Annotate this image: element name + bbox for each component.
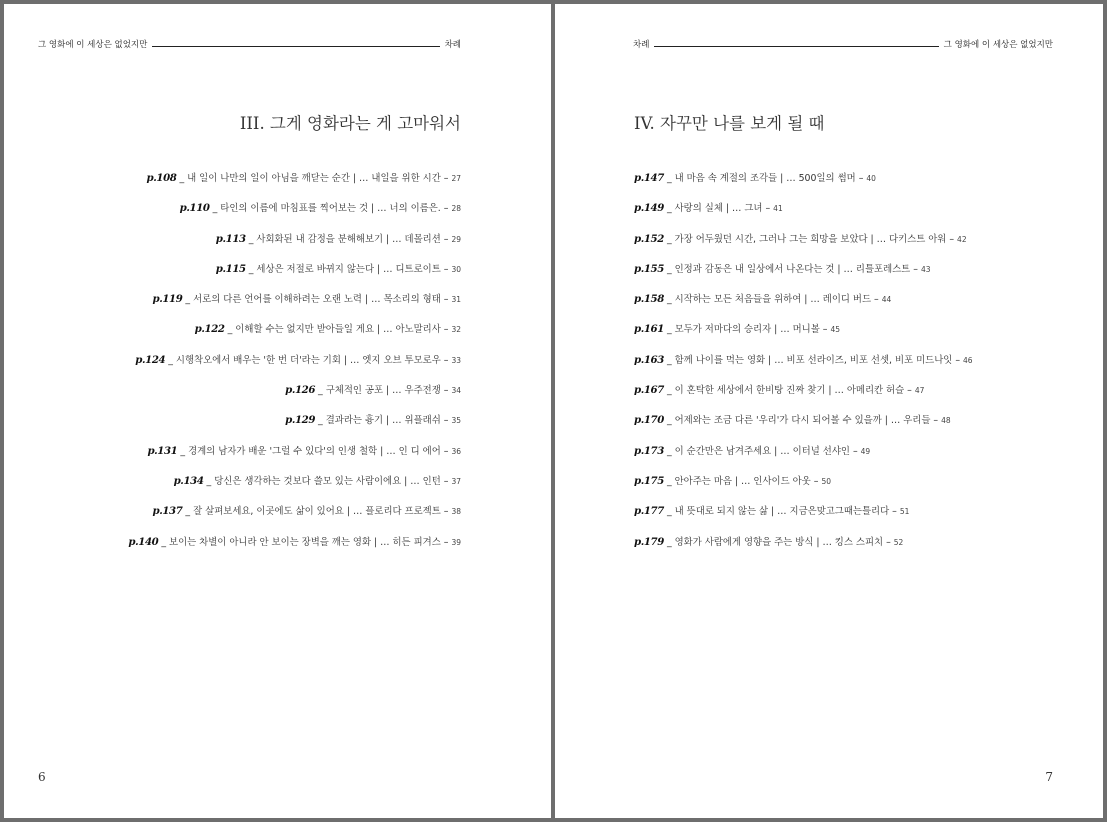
- toc-page-ref: p.129: [285, 414, 316, 427]
- toc-entry: [634, 470, 973, 500]
- toc-page-ref: p.170: [634, 414, 664, 427]
- toc-entry-number: 28: [451, 204, 461, 214]
- page-number: 6: [38, 770, 46, 784]
- toc-entry-text: 영화가 사람에게 영향을 주는 방식 | … 킹스 스피치: [674, 536, 884, 548]
- toc-separator: _: [666, 536, 672, 548]
- toc-entry-number: 33: [451, 355, 461, 365]
- toc-dash: –: [443, 445, 449, 457]
- toc-entry-text: 내 일이 나만의 일이 아님을 깨닫는 순간 | … 내일을 위한 시간: [187, 173, 441, 184]
- page-number: 7: [1045, 770, 1053, 784]
- toc-separator: _: [179, 173, 185, 184]
- toc-entry-number: 41: [773, 204, 783, 214]
- toc-separator: _: [666, 173, 672, 184]
- toc-entry: [128, 440, 461, 470]
- toc-dash: –: [892, 506, 897, 518]
- toc-entry-number: 40: [866, 174, 876, 183]
- toc-separator: _: [666, 506, 672, 518]
- toc-entry-number: 31: [451, 295, 461, 305]
- toc-separator: _: [666, 294, 672, 306]
- toc-entry-number: 47: [914, 386, 925, 396]
- toc-entry-number: 44: [881, 295, 892, 305]
- toc-separator: _: [666, 324, 672, 336]
- toc-entry-number: 37: [451, 476, 461, 486]
- toc-entry-text: 구체적인 공포 | … 우주전쟁: [325, 385, 441, 397]
- toc-separator: _: [248, 263, 254, 275]
- toc-dash: –: [907, 385, 912, 397]
- toc-page-ref: p.177: [634, 505, 664, 518]
- toc-entry-number: 38: [451, 507, 461, 517]
- toc-entry: [128, 349, 461, 379]
- toc-entry-text: 이 혼탁한 세상에서 한비탕 진짜 찾기 | … 아메리칸 허슬: [674, 385, 905, 397]
- toc-entry-text: 서로의 다른 언어를 이해하려는 오랜 노력 | … 목소리의 형태: [193, 294, 441, 306]
- toc-page-ref: p.179: [634, 535, 664, 548]
- toc-entry-number: 27: [451, 174, 461, 183]
- toc-dash: –: [443, 294, 449, 306]
- toc-page-ref: p.163: [634, 353, 664, 366]
- toc-entry-text: 함께 나이를 먹는 영화 | … 비포 선라이즈, 비포 선셋, 비포 미드나잇: [674, 354, 953, 366]
- toc-entry: [634, 379, 973, 409]
- toc-page-ref: p.131: [147, 444, 178, 457]
- running-head: [633, 34, 1053, 50]
- toc-entry-text: 결과라는 흉기 | … 위플래쉬: [325, 415, 441, 427]
- toc-entry-text: 내 마음 속 계절의 조각들 | … 500일의 썸머: [674, 173, 856, 184]
- toc-separator: _: [666, 415, 672, 427]
- toc-entry-number: 45: [830, 325, 841, 335]
- toc-dash: –: [852, 445, 858, 457]
- toc-dash: –: [822, 324, 828, 336]
- toc-dash: –: [913, 263, 918, 275]
- toc-page-ref: p.122: [194, 323, 225, 336]
- toc-entry: [634, 440, 973, 470]
- toc-page-ref: p.126: [285, 384, 316, 397]
- toc-entry-number: 34: [451, 386, 461, 396]
- toc-entry: [634, 409, 973, 439]
- toc-page-ref: p.161: [634, 323, 664, 336]
- toc-dash: –: [443, 173, 449, 184]
- toc-separator: _: [666, 475, 672, 487]
- toc-separator: _: [161, 536, 167, 548]
- toc-entry-text: 보이는 차별이 아니라 안 보이는 장벽을 깨는 영화 | … 히든 피겨스: [169, 536, 441, 548]
- toc-entry-text: 가장 어두웠던 시간, 그러나 그는 희망을 보았다 | … 다키스트 아워: [674, 233, 947, 245]
- toc-entry-number: 32: [451, 325, 461, 335]
- running-head: [38, 34, 461, 50]
- toc-entry-number: 46: [963, 355, 973, 365]
- toc-entry-text: 안아주는 마음 | … 인사이드 아웃: [674, 475, 811, 487]
- toc-page-ref: p.113: [215, 232, 246, 245]
- toc-page-ref: p.175: [634, 474, 664, 487]
- toc-entry-text: 시행착오에서 배우는 '한 번 더'라는 기회 | … 엣지 오브 투모로우: [175, 354, 441, 366]
- toc-separator: _: [666, 233, 672, 245]
- toc-entry-number: 52: [893, 537, 904, 547]
- toc-entry-text: 타인의 이름에 마침표를 찍어보는 것 | … 너의 이름은.: [220, 203, 441, 215]
- toc-page-ref: p.155: [634, 262, 664, 275]
- toc-entry-number: 51: [899, 507, 910, 517]
- toc-page-ref: p.115: [215, 262, 246, 275]
- toc-separator: _: [185, 294, 191, 306]
- running-head-section: 차례: [444, 40, 461, 50]
- toc-entry-text: 사회화된 내 감정을 분해해보기 | … 데몰리션: [256, 233, 441, 245]
- toc-dash: –: [949, 233, 955, 245]
- toc-dash: –: [813, 475, 819, 487]
- toc-entry: [128, 318, 461, 348]
- toc-entry: [128, 197, 461, 227]
- toc-entry: [128, 167, 461, 197]
- toc-dash: –: [858, 173, 864, 184]
- toc-separator: _: [227, 324, 233, 336]
- toc-entry-number: 48: [941, 416, 951, 426]
- toc-list: [634, 167, 973, 561]
- toc-entry: [634, 500, 973, 530]
- toc-page-ref: p.173: [634, 444, 664, 457]
- toc-dash: –: [443, 354, 449, 366]
- running-head-rule: [654, 46, 938, 47]
- toc-entry-number: 35: [451, 416, 461, 426]
- toc-separator: _: [185, 506, 191, 518]
- right-page: [555, 4, 1103, 818]
- toc-page-ref: p.124: [135, 353, 166, 366]
- toc-separator: _: [666, 203, 672, 215]
- toc-dash: –: [955, 354, 960, 366]
- toc-entry: [634, 167, 973, 197]
- toc-entry-text: 내 뜻대로 되지 않는 삶 | … 지금은맞고그때는틀리다: [674, 506, 890, 518]
- toc-page-ref: p.149: [634, 202, 664, 215]
- toc-dash: –: [443, 203, 449, 215]
- toc-entry: [128, 288, 461, 318]
- toc-separator: _: [666, 263, 672, 275]
- toc-separator: _: [318, 385, 323, 397]
- toc-entry: [634, 288, 973, 318]
- toc-dash: –: [765, 203, 771, 215]
- running-head-section: 차례: [633, 40, 650, 50]
- toc-page-ref: p.134: [173, 474, 204, 487]
- toc-page-ref: p.110: [179, 202, 210, 215]
- toc-entry-number: 42: [957, 234, 967, 244]
- running-head-rule: [152, 46, 439, 47]
- toc-entry-text: 세상은 저절로 바뀌지 않는다 | … 디트로이트: [256, 263, 441, 275]
- toc-page-ref: p.167: [634, 384, 664, 397]
- toc-entry: [634, 349, 973, 379]
- toc-separator: _: [318, 415, 323, 427]
- toc-entry: [128, 379, 461, 409]
- toc-page-ref: p.147: [634, 172, 664, 184]
- toc-entry-text: 이 순간만은 남겨주세요 | … 이터널 선샤인: [674, 445, 850, 457]
- toc-entry: [634, 318, 973, 348]
- toc-separator: _: [666, 354, 672, 366]
- toc-entry-text: 인정과 감동은 내 일상에서 나온다는 것 | … 리틀포레스트: [674, 263, 911, 275]
- toc-entry-number: 50: [821, 476, 831, 486]
- toc-page-ref: p.140: [128, 535, 159, 548]
- toc-separator: _: [666, 445, 672, 457]
- toc-dash: –: [443, 385, 449, 397]
- toc-entry: [128, 500, 461, 530]
- toc-page-ref: p.119: [152, 293, 183, 306]
- toc-list: [128, 167, 461, 561]
- running-head-title: 그 영화에 이 세상은 없었지만: [38, 40, 148, 50]
- toc-page-ref: p.137: [152, 505, 183, 518]
- chapter-title: III. 그게 영화라는 게 고마워서: [239, 114, 461, 133]
- toc-entry: [634, 228, 973, 258]
- toc-dash: –: [443, 506, 449, 518]
- toc-entry: [128, 409, 461, 439]
- toc-entry: [128, 258, 461, 288]
- toc-dash: –: [443, 324, 449, 336]
- toc-separator: _: [212, 203, 218, 215]
- left-page: [4, 4, 551, 818]
- toc-entry-text: 당신은 생각하는 것보다 쓸모 있는 사람이에요 | … 인턴: [214, 475, 441, 487]
- toc-dash: –: [443, 536, 449, 548]
- toc-separator: _: [168, 354, 173, 366]
- toc-entry-text: 어제와는 조금 다른 '우리'가 다시 되어볼 수 있을까 | … 우리들: [674, 415, 931, 427]
- toc-separator: _: [248, 233, 254, 245]
- toc-dash: –: [443, 415, 449, 427]
- toc-entry-number: 29: [451, 234, 461, 244]
- toc-dash: –: [874, 294, 879, 306]
- toc-dash: –: [443, 233, 449, 245]
- toc-dash: –: [443, 475, 449, 487]
- toc-page-ref: p.108: [146, 172, 177, 184]
- toc-entry-number: 43: [920, 264, 931, 274]
- toc-entry: [634, 531, 973, 561]
- toc-entry: [634, 258, 973, 288]
- toc-entry-number: 39: [451, 537, 461, 547]
- toc-entry-text: 잘 살펴보세요, 이곳에도 삶이 있어요 | … 플로리다 프로젝트: [193, 506, 441, 518]
- toc-entry-number: 36: [451, 446, 461, 456]
- toc-entry: [634, 197, 973, 227]
- toc-entry: [128, 470, 461, 500]
- toc-page-ref: p.158: [634, 293, 664, 306]
- toc-entry-text: 이해할 수는 없지만 받아들일 게요 | … 아노말리사: [235, 324, 441, 336]
- toc-separator: _: [666, 385, 672, 397]
- toc-page-ref: p.152: [634, 232, 664, 245]
- toc-entry-text: 경계의 남자가 배운 '그럴 수 있다'의 인생 철학 | … 인 디 에어: [188, 445, 441, 457]
- toc-entry-number: 49: [860, 446, 871, 456]
- toc-entry-number: 30: [451, 264, 461, 274]
- toc-dash: –: [886, 536, 891, 548]
- toc-entry-text: 시작하는 모든 처음들을 위하여 | … 레이디 버드: [674, 294, 872, 306]
- toc-entry: [128, 531, 461, 561]
- toc-entry: [128, 228, 461, 258]
- toc-separator: _: [180, 445, 186, 457]
- toc-entry-text: 모두가 저마다의 승리자 | … 머니볼: [674, 324, 820, 336]
- toc-entry-text: 사랑의 실체 | … 그녀: [674, 203, 763, 215]
- toc-dash: –: [933, 415, 939, 427]
- chapter-title: IV. 자꾸만 나를 보게 될 때: [634, 114, 825, 133]
- running-head-title: 그 영화에 이 세상은 없었지만: [943, 40, 1053, 50]
- toc-separator: _: [206, 475, 212, 487]
- toc-dash: –: [443, 263, 449, 275]
